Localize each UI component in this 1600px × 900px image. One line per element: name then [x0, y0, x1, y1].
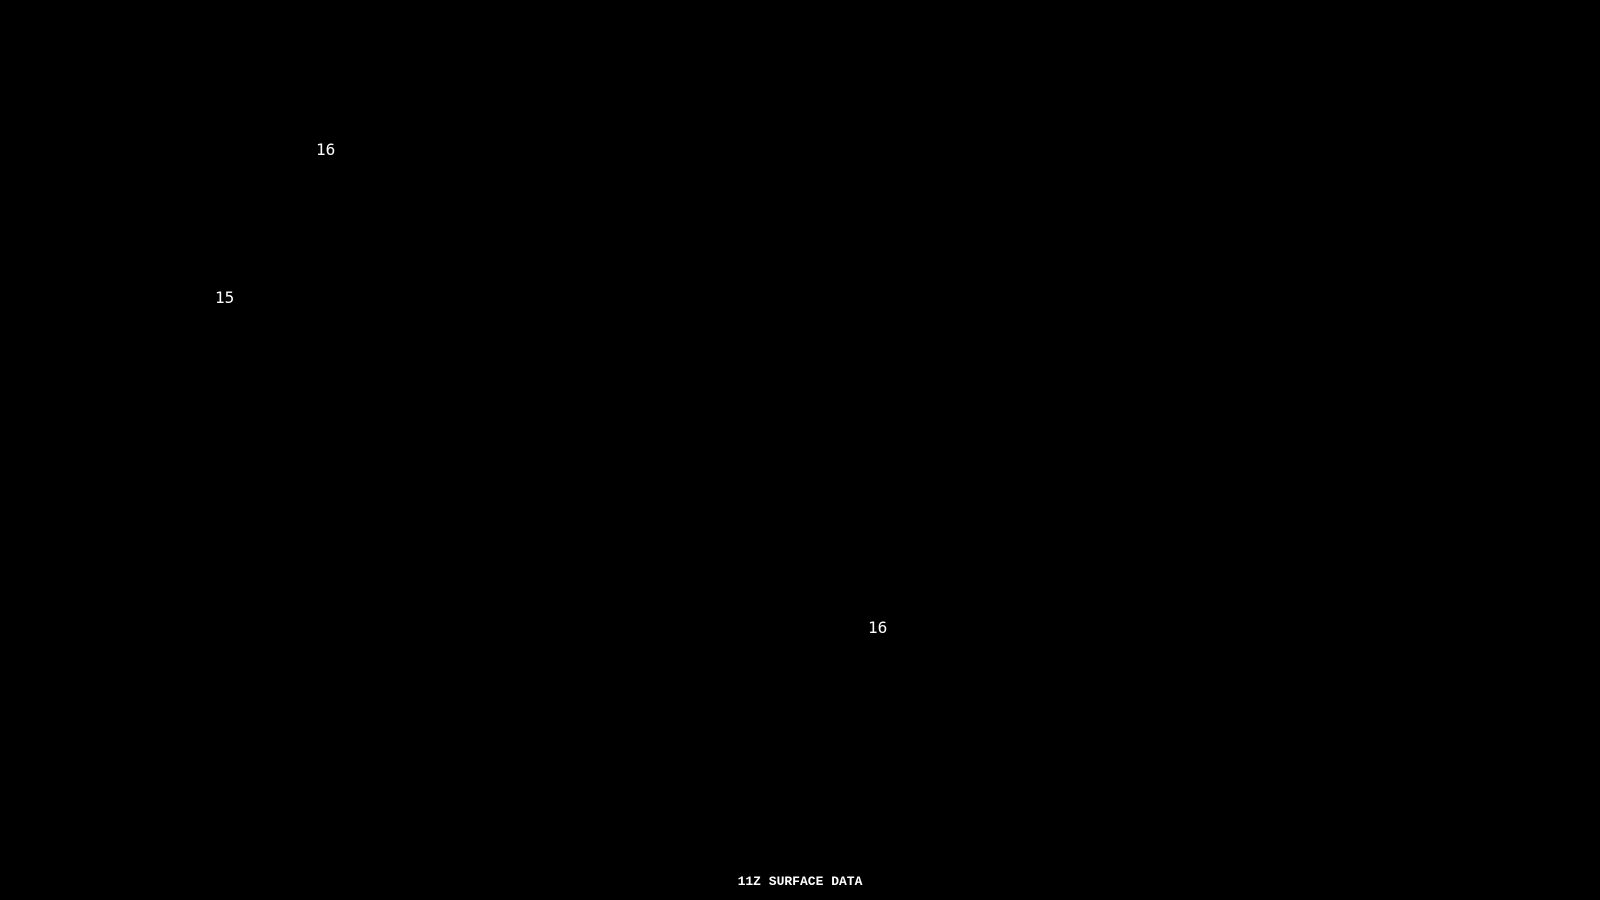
station-value-label: 15: [215, 288, 235, 307]
map-title: 11Z SURFACE DATA: [737, 874, 863, 889]
station-value-label: 16: [316, 140, 336, 159]
station-value-label: 16: [868, 618, 888, 637]
